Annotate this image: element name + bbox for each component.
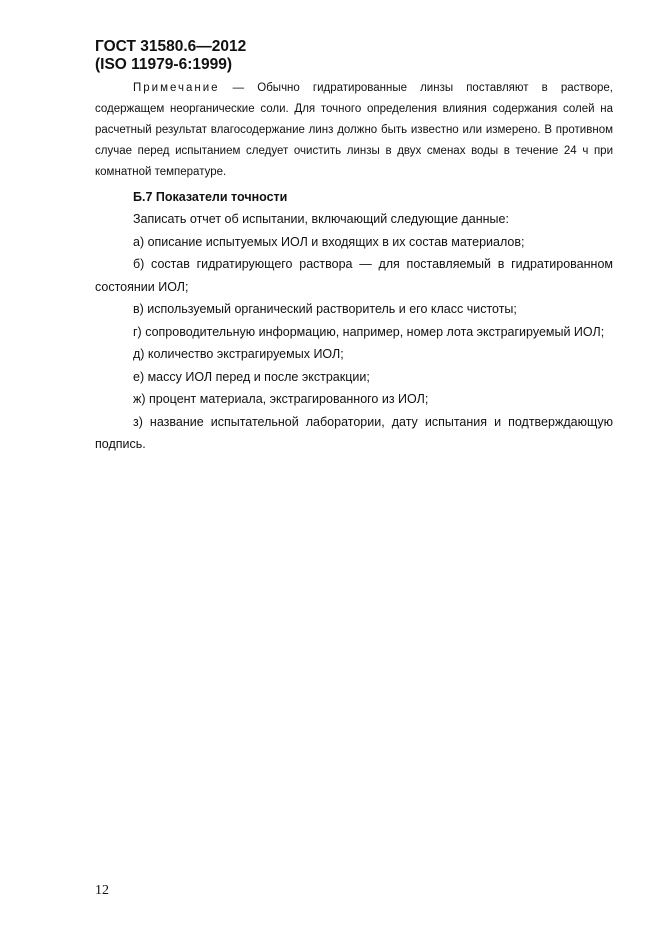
list-item-g: г) сопроводительную информацию, например, номер лота экстрагируемый ИОЛ; bbox=[133, 324, 605, 339]
standard-number: ГОСТ 31580.6—2012 bbox=[95, 38, 247, 55]
list-item-z: з) название испытательной лаборатории, дату испытания и подтверждающую подпись. bbox=[95, 414, 613, 451]
note-label: Примечание bbox=[133, 82, 220, 94]
list-item-b: б) состав гидратирующего раствора — для поставляемый в гидратированном состоянии ИОЛ; bbox=[95, 257, 613, 294]
document-header bbox=[95, 38, 246, 74]
list-item-e: е) массу ИОЛ перед и после экстракции; bbox=[133, 369, 370, 384]
list-item-d: д) количество экстрагируемых ИОЛ; bbox=[133, 347, 344, 361]
main-content bbox=[95, 78, 613, 456]
section-title: Б.7 Показатели точности bbox=[133, 190, 288, 204]
list-item-v: в) используемый органический растворитель и его класс чистоты; bbox=[133, 302, 517, 316]
list-item-a: а) описание испытуемых ИОЛ и входящих в их состав материалов; bbox=[133, 234, 525, 249]
page-number: 12 bbox=[95, 883, 109, 898]
list-item-zh: ж) процент материала, экстрагированного из ИОЛ; bbox=[133, 392, 429, 406]
section-intro: Записать отчет об испытании, включающий следующие данные: bbox=[133, 212, 509, 226]
note-paragraph bbox=[95, 78, 613, 183]
note-text: — Обычно гидратированные линзы поставляют в растворе, содержащем неорганические соли. Для точного определения влияния содержания солей на расчетный результат влагосодержание линз должно быть известно или измерено. В противном случае перед испытанием следует очистить линзы в двух сменах воды в течение 24 ч при комнатной температуре. bbox=[95, 82, 613, 178]
iso-reference: (ISO 11979-6:1999) bbox=[95, 56, 233, 73]
